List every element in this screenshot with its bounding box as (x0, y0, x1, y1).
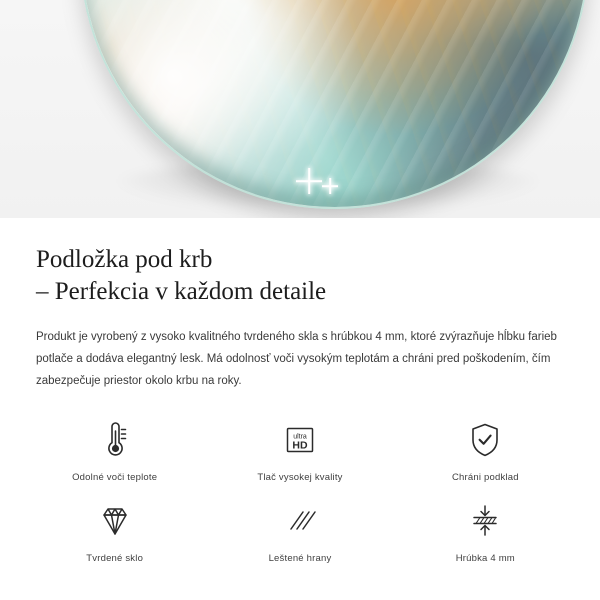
feature-item-tempered-glass (22, 499, 207, 564)
feature-grid (0, 418, 600, 564)
feature-item-polished-edges (207, 499, 392, 564)
polished-edges-icon (278, 499, 322, 543)
svg-text:ultra: ultra (293, 433, 307, 441)
feature-label: Odolné voči teplote (72, 472, 158, 483)
feature-item-print-quality (207, 418, 392, 483)
text-content (0, 218, 600, 392)
ultra-hd-icon (280, 418, 320, 462)
glass-disc (80, 0, 589, 209)
feature-item-thickness (393, 499, 578, 564)
headline-line-2: – Perfekcia v každom detaile (36, 278, 327, 305)
svg-text:HD: HD (292, 439, 308, 452)
hero-image (0, 0, 600, 218)
feature-item-heat-resistant (22, 418, 207, 483)
shield-check-icon (465, 418, 505, 462)
product-description: Produkt je vyrobený z vysoko kvalitného tvrdeného skla s hrúbkou 4 mm, ktoré zvýrazňuje hĺbku farieb potlače a dodáva elegantný lesk. Má odolnosť voči vysokým teplotám a chráni pred poškodením, čím zabezpečuje priestor okolo krbu na roky. (36, 331, 557, 387)
feature-label: Hrúbka 4 mm (455, 553, 515, 564)
feature-label: Tvrdené sklo (86, 553, 144, 564)
feature-label: Chráni podklad (451, 472, 519, 483)
thermometer-icon (95, 418, 135, 462)
feature-item-surface-protection (393, 418, 578, 483)
thickness-arrows-icon (463, 499, 507, 543)
diamond-icon (93, 499, 137, 543)
headline-line-1: Podložka pod krb (36, 246, 213, 273)
feature-label: Tlač vysokej kvality (257, 472, 343, 483)
page-title (36, 244, 564, 308)
feature-label: Leštené hrany (268, 553, 332, 564)
